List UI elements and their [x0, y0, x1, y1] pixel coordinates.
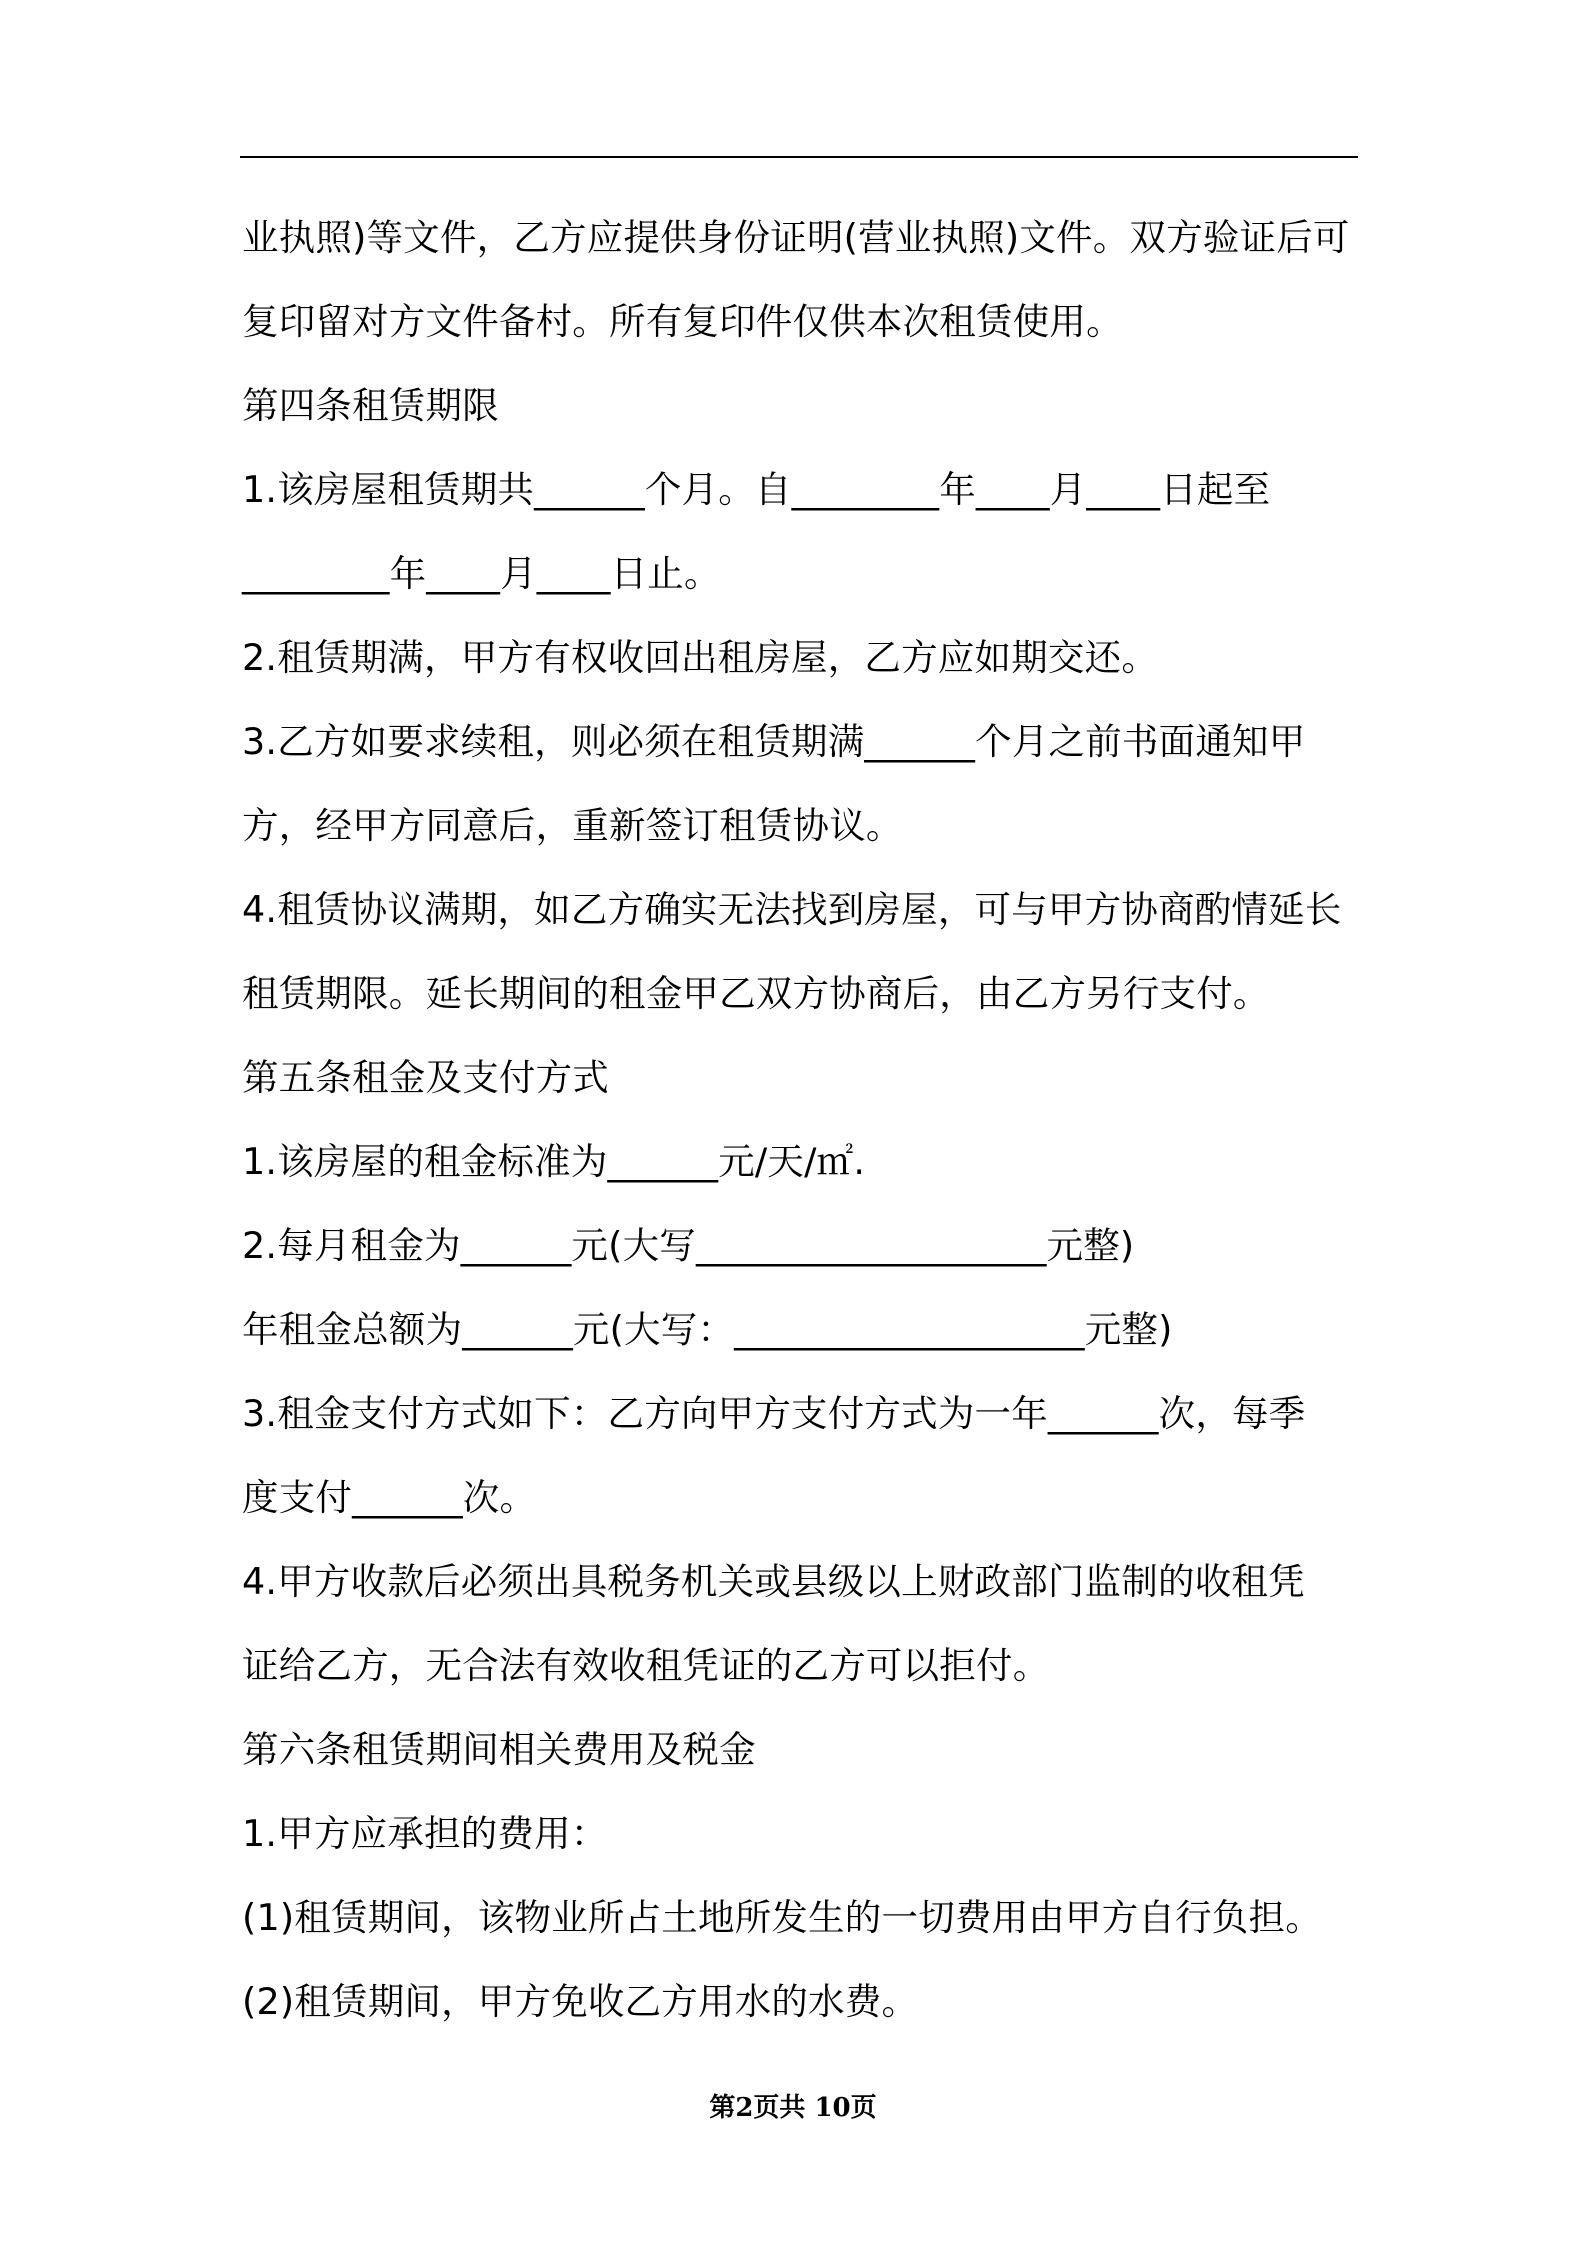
paragraph-line: ________年____月____日止。 [242, 552, 721, 595]
paragraph-line: (1)租赁期间，该物业所占土地所发生的一切费用由甲方自行负担。 [242, 1896, 1322, 1939]
paragraph-line: 业执照)等文件，乙方应提供身份证明(营业执照)文件。双方验证后可 [242, 216, 1350, 259]
section-heading: 第六条租赁期间相关费用及税金 [242, 1728, 756, 1771]
paragraph-line: 4.甲方收款后必须出具税务机关或县级以上财政部门监制的收租凭 [242, 1560, 1305, 1603]
paragraph-line: 复印留对方文件备村。所有复印件仅供本次租赁使用。 [242, 300, 1123, 343]
paragraph-line: 4.租赁协议满期，如乙方确实无法找到房屋，可与甲方协商酌情延长 [242, 888, 1342, 931]
paragraph-line: 方，经甲方同意后，重新签订租赁协议。 [242, 804, 903, 847]
paragraph-line: 3.乙方如要求续租，则必须在租赁期满______个月之前书面通知甲 [242, 720, 1306, 763]
paragraph-line: 2.每月租金为______元(大写___________________元整) [242, 1224, 1135, 1267]
section-heading: 第五条租金及支付方式 [242, 1056, 609, 1099]
paragraph-line: 1.该房屋租赁期共______个月。自________年____月____日起至 [242, 468, 1271, 511]
section-heading: 第四条租赁期限 [242, 384, 499, 427]
paragraph-line: 年租金总额为______元(大写：___________________元整) [242, 1308, 1173, 1351]
paragraph-line: 1.该房屋的租金标准为______元/天/㎡. [242, 1140, 866, 1183]
paragraph-line: (2)租赁期间，甲方免收乙方用水的水费。 [242, 1980, 919, 2023]
paragraph-line: 证给乙方，无合法有效收租凭证的乙方可以拒付。 [242, 1644, 1050, 1687]
paragraph-line: 2.租赁期满，甲方有权收回出租房屋，乙方应如期交还。 [242, 636, 1159, 679]
document-body [242, 196, 1362, 2044]
paragraph-line: 1.甲方应承担的费用： [242, 1812, 608, 1855]
page-number: 第2页共 10页 [709, 2093, 877, 2123]
paragraph-line: 3.租金支付方式如下：乙方向甲方支付方式为一年______次，每季 [242, 1392, 1306, 1435]
paragraph-line: 度支付______次。 [242, 1476, 537, 1519]
header-rule [240, 156, 1358, 158]
paragraph-line: 租赁期限。延长期间的租金甲乙双方协商后，由乙方另行支付。 [242, 972, 1270, 1015]
